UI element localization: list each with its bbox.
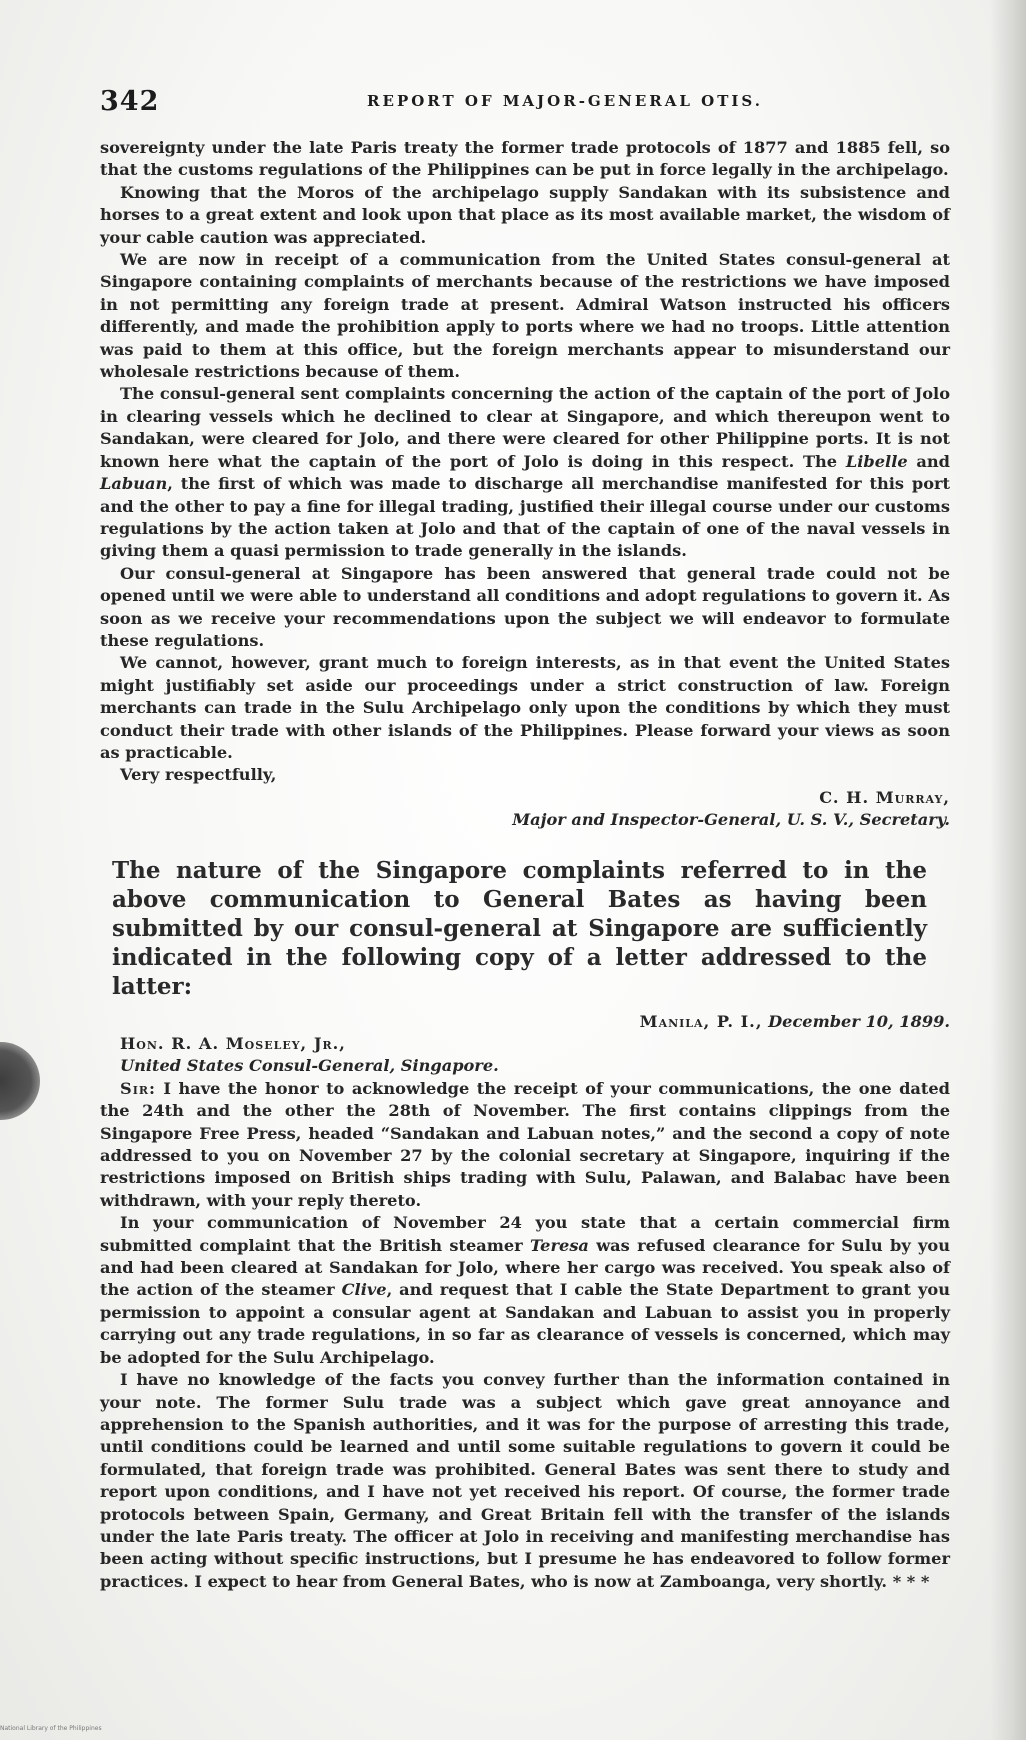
- ship-name: Clive: [341, 1280, 387, 1300]
- page-edge-shadow: [990, 0, 1026, 1740]
- paragraph: Knowing that the Moros of the archipelago supply Sandakan with its subsistence and horses to a great extent and look upon that place as its most available market, the wisdom of your cable caution was appreciated.: [100, 182, 950, 247]
- place: Manila, P. I.,: [639, 1011, 763, 1031]
- text-run: and: [907, 451, 950, 471]
- date: December 10, 1899.: [768, 1011, 950, 1031]
- closing: Very respectfully,: [120, 765, 277, 785]
- ship-name: Labuan: [100, 474, 168, 494]
- addressee-name: Hon. R. A. Moseley, Jr.,: [120, 1034, 346, 1053]
- text-run: I have the honor to acknowledge the receipt of your communications, the one dated the 24th and the other the 28th of November. The first contains clippings from the Singapore Free Press, headed “Sandakan and Labuan notes,” and the second a copy of note addressed to you on November 27 by the colonial secretary at Singapore, inquiring if the restrictions imposed on British ships trading with Sulu, Palawan, and Balabac have been withdrawn, with your reply thereto.: [100, 1078, 950, 1210]
- text-run: The consul-general sent complaints concerning the action of the captain of the port of Jolo in clearing vessels which he declined to clear at Singapore, and which thereupon went to Sandakan, were cleared for Jolo, and there were cleared for other Philippine ports. It is not known here what the captain of the port of Jolo is doing in this respect. The: [100, 384, 950, 471]
- signer-name: C. H. Murray,: [819, 787, 950, 807]
- paragraph: [100, 383, 950, 562]
- paragraph: Our consul-general at Singapore has been answered that general trade could not be opened until we were able to understand all conditions and adopt regulations to govern it. As soon as we receive your recommendations upon the subject we will endeavor to formulate these regulations.: [100, 563, 950, 650]
- signature: [100, 787, 950, 809]
- paragraph: I have no knowledge of the facts you convey further than the information contained in your note. The former Sulu trade was a subject which gave great annoyance and apprehension to the Spanish authorities, and it was for the purpose of arresting this trade, until conditions could be learned and until some suitable regulations to govern it could be formulated, that foreign trade was prohibited. General Bates was sent there to study and report upon conditions, and I have not yet received his report. Of course, the former trade protocols between Spain, Germany, and Great Britain fell with the transfer of the islands under the late Paris treaty. The officer at Jolo in receiving and manifesting merchandise has been acting without specific instructions, but I presume he has endeavored to follow former practices. I expect to hear from General Bates, who is now at Zamboanga, very shortly. * * *: [100, 1370, 950, 1591]
- salutation: Sir:: [120, 1078, 156, 1098]
- addressee-title: United States Consul-General, Singapore.: [120, 1056, 499, 1076]
- ship-name: Teresa: [530, 1235, 589, 1255]
- paragraph: We cannot, however, grant much to foreign interests, as in that event the United States might justifiably set aside our proceedings under a strict construction of law. Foreign merchants can trade in the Sulu Archipelago only upon the conditions by which they must conduct their trade with other islands of the Philippines. Please forward your views as soon as practicable.: [100, 653, 950, 762]
- paragraph: sovereignty under the late Paris treaty the former trade protocols of 1877 and 1885 fell, so that the customs regulations of the Philippines can be put in force legally in the archipelago.: [100, 138, 950, 180]
- paragraph: [100, 1078, 950, 1212]
- page-body: [100, 137, 950, 1593]
- footer-credit: National Library of the Philippines: [0, 1725, 102, 1732]
- text-run: , the first of which was made to discharge all merchandise manifested for this port and the other to pay a fine for illegal trading, justified their illegal course under our customs regulations by the action taken at Jolo and that of the captain of one of the naval vessels in giving them a quasi permission to trade generally in the islands.: [100, 474, 950, 561]
- addressee: [100, 1033, 950, 1055]
- running-title: REPORT OF MAJOR-GENERAL OTIS.: [367, 92, 763, 110]
- text-run: was refused clearance for Sulu by you and had been cleared at Sandakan for Jolo, where her cargo was received. You speak also of the action of the steamer: [100, 1235, 950, 1300]
- ship-name: Libelle: [845, 451, 908, 471]
- page-number: 342: [100, 86, 160, 117]
- dateline: [100, 1011, 950, 1033]
- signer-title: Major and Inspector-General, U. S. V., Secretary.: [512, 810, 950, 830]
- paragraph: [100, 1212, 950, 1369]
- page-header: [100, 86, 950, 126]
- intro-paragraph: The nature of the Singapore complaints referred to in the above communication to General Bates as having been submitted by our consul-general at Singapore are sufficiently indicated in the following copy of a letter addressed to the latter:: [112, 856, 927, 1000]
- text-run: In your communication of November 24 you state that a certain commercial firm submitted complaint that the British steamer: [100, 1213, 950, 1255]
- text-run: , and request that I cable the State Department to grant you permission to appoint a consular agent at Sandakan and Labuan to assist you in properly carrying out any trade regulations, in so far as clearance of vessels is concerned, which may be adopted for the Sulu Archipelago.: [100, 1280, 950, 1367]
- paragraph: We are now in receipt of a communication from the United States consul-general at Singapore containing complaints of merchants because of the restrictions we have imposed in not permitting any foreign trade at present. Admiral Watson instructed his officers differently, and made the prohibition apply to ports where we had no troops. Little attention was paid to them at this office, but the foreign merchants appear to misunderstand our wholesale restrictions because of them.: [100, 250, 950, 382]
